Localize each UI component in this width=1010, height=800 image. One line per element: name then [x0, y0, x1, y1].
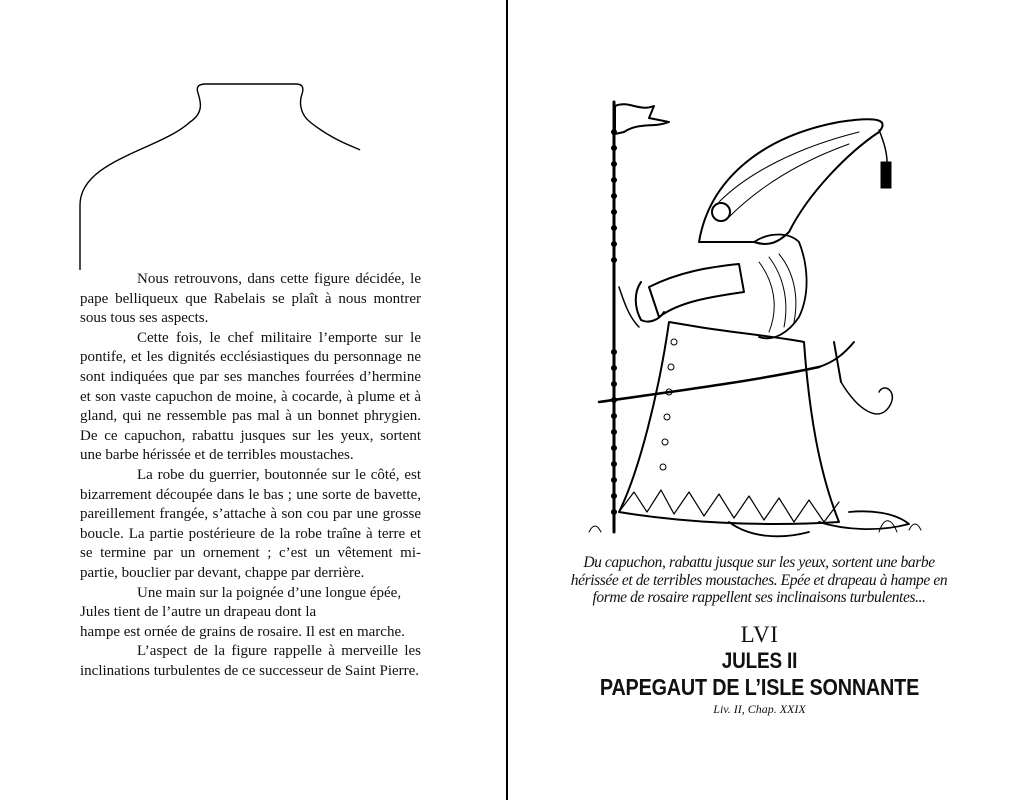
paragraph-1: Nous retrouvons, dans cette figure décidée, le pape belliqueux que Rabelais se plaît à nous montrer sous tous ses aspects.	[80, 271, 421, 327]
commentary-text	[80, 270, 421, 681]
bottle-outline-ornament	[0, 0, 507, 280]
pope-warrior-woodcut-illustration	[579, 92, 949, 547]
paragraph-5: L’aspect de la figure rappelle à merveille les inclinations turbulentes de ce successeur de Saint Pierre.	[80, 643, 421, 679]
plate-title: JULES II	[721, 648, 798, 673]
page-gutter-divider	[506, 0, 508, 800]
paragraph-3: La robe du guerrier, boutonnée sur le côté, est bizarrement découpée dans le bas ; une sorte de bavette, pareillement frangée, s’attache à son cou par une grosse boucle. La partie postérieure de la robe traîne à terre et se termine par un ornement ; c’est un vêtement mi-partie, bouclier par devant, chappe par derrière.	[80, 466, 421, 581]
illustration-caption: Du capuchon, rabattu jusque sur les yeux, sortent une barbe hérissée et de terribles moustaches. Epée et drapeau à hampe en forme de rosaire rappellent ses inclinaisons turbulentes...	[570, 554, 948, 606]
paragraph-2: Cette fois, le chef militaire l’emporte sur le pontife, et les dignités ecclésiastiques du personnage ne sont indiquées que par ses manches fourrées d’hermine et son vaste capuchon de moine, à cocarde, à plume et à gland, qui ne ressemble pas mal à un bonnet phrygien. De ce capuchon, rabattu jusques sur les yeux, sortent une barbe hérissée et de terribles moustaches.	[80, 329, 421, 464]
plate-subtitle: PAPEGAUT DE L’ISLE SONNANTE	[599, 674, 920, 700]
paragraph-4-part-1: Une main sur la poignée d’une longue épée, Jules tient de l’autre un drapeau dont la	[80, 584, 402, 621]
book-chapter-reference: Liv. II, Chap. XXIX	[713, 702, 806, 716]
paragraph-4	[80, 584, 421, 643]
plate-number: LVI	[740, 622, 779, 647]
right-page	[509, 0, 1010, 800]
paragraph-4-part-2: hampe est ornée de grains de rosaire. Il est en marche.	[80, 623, 405, 640]
